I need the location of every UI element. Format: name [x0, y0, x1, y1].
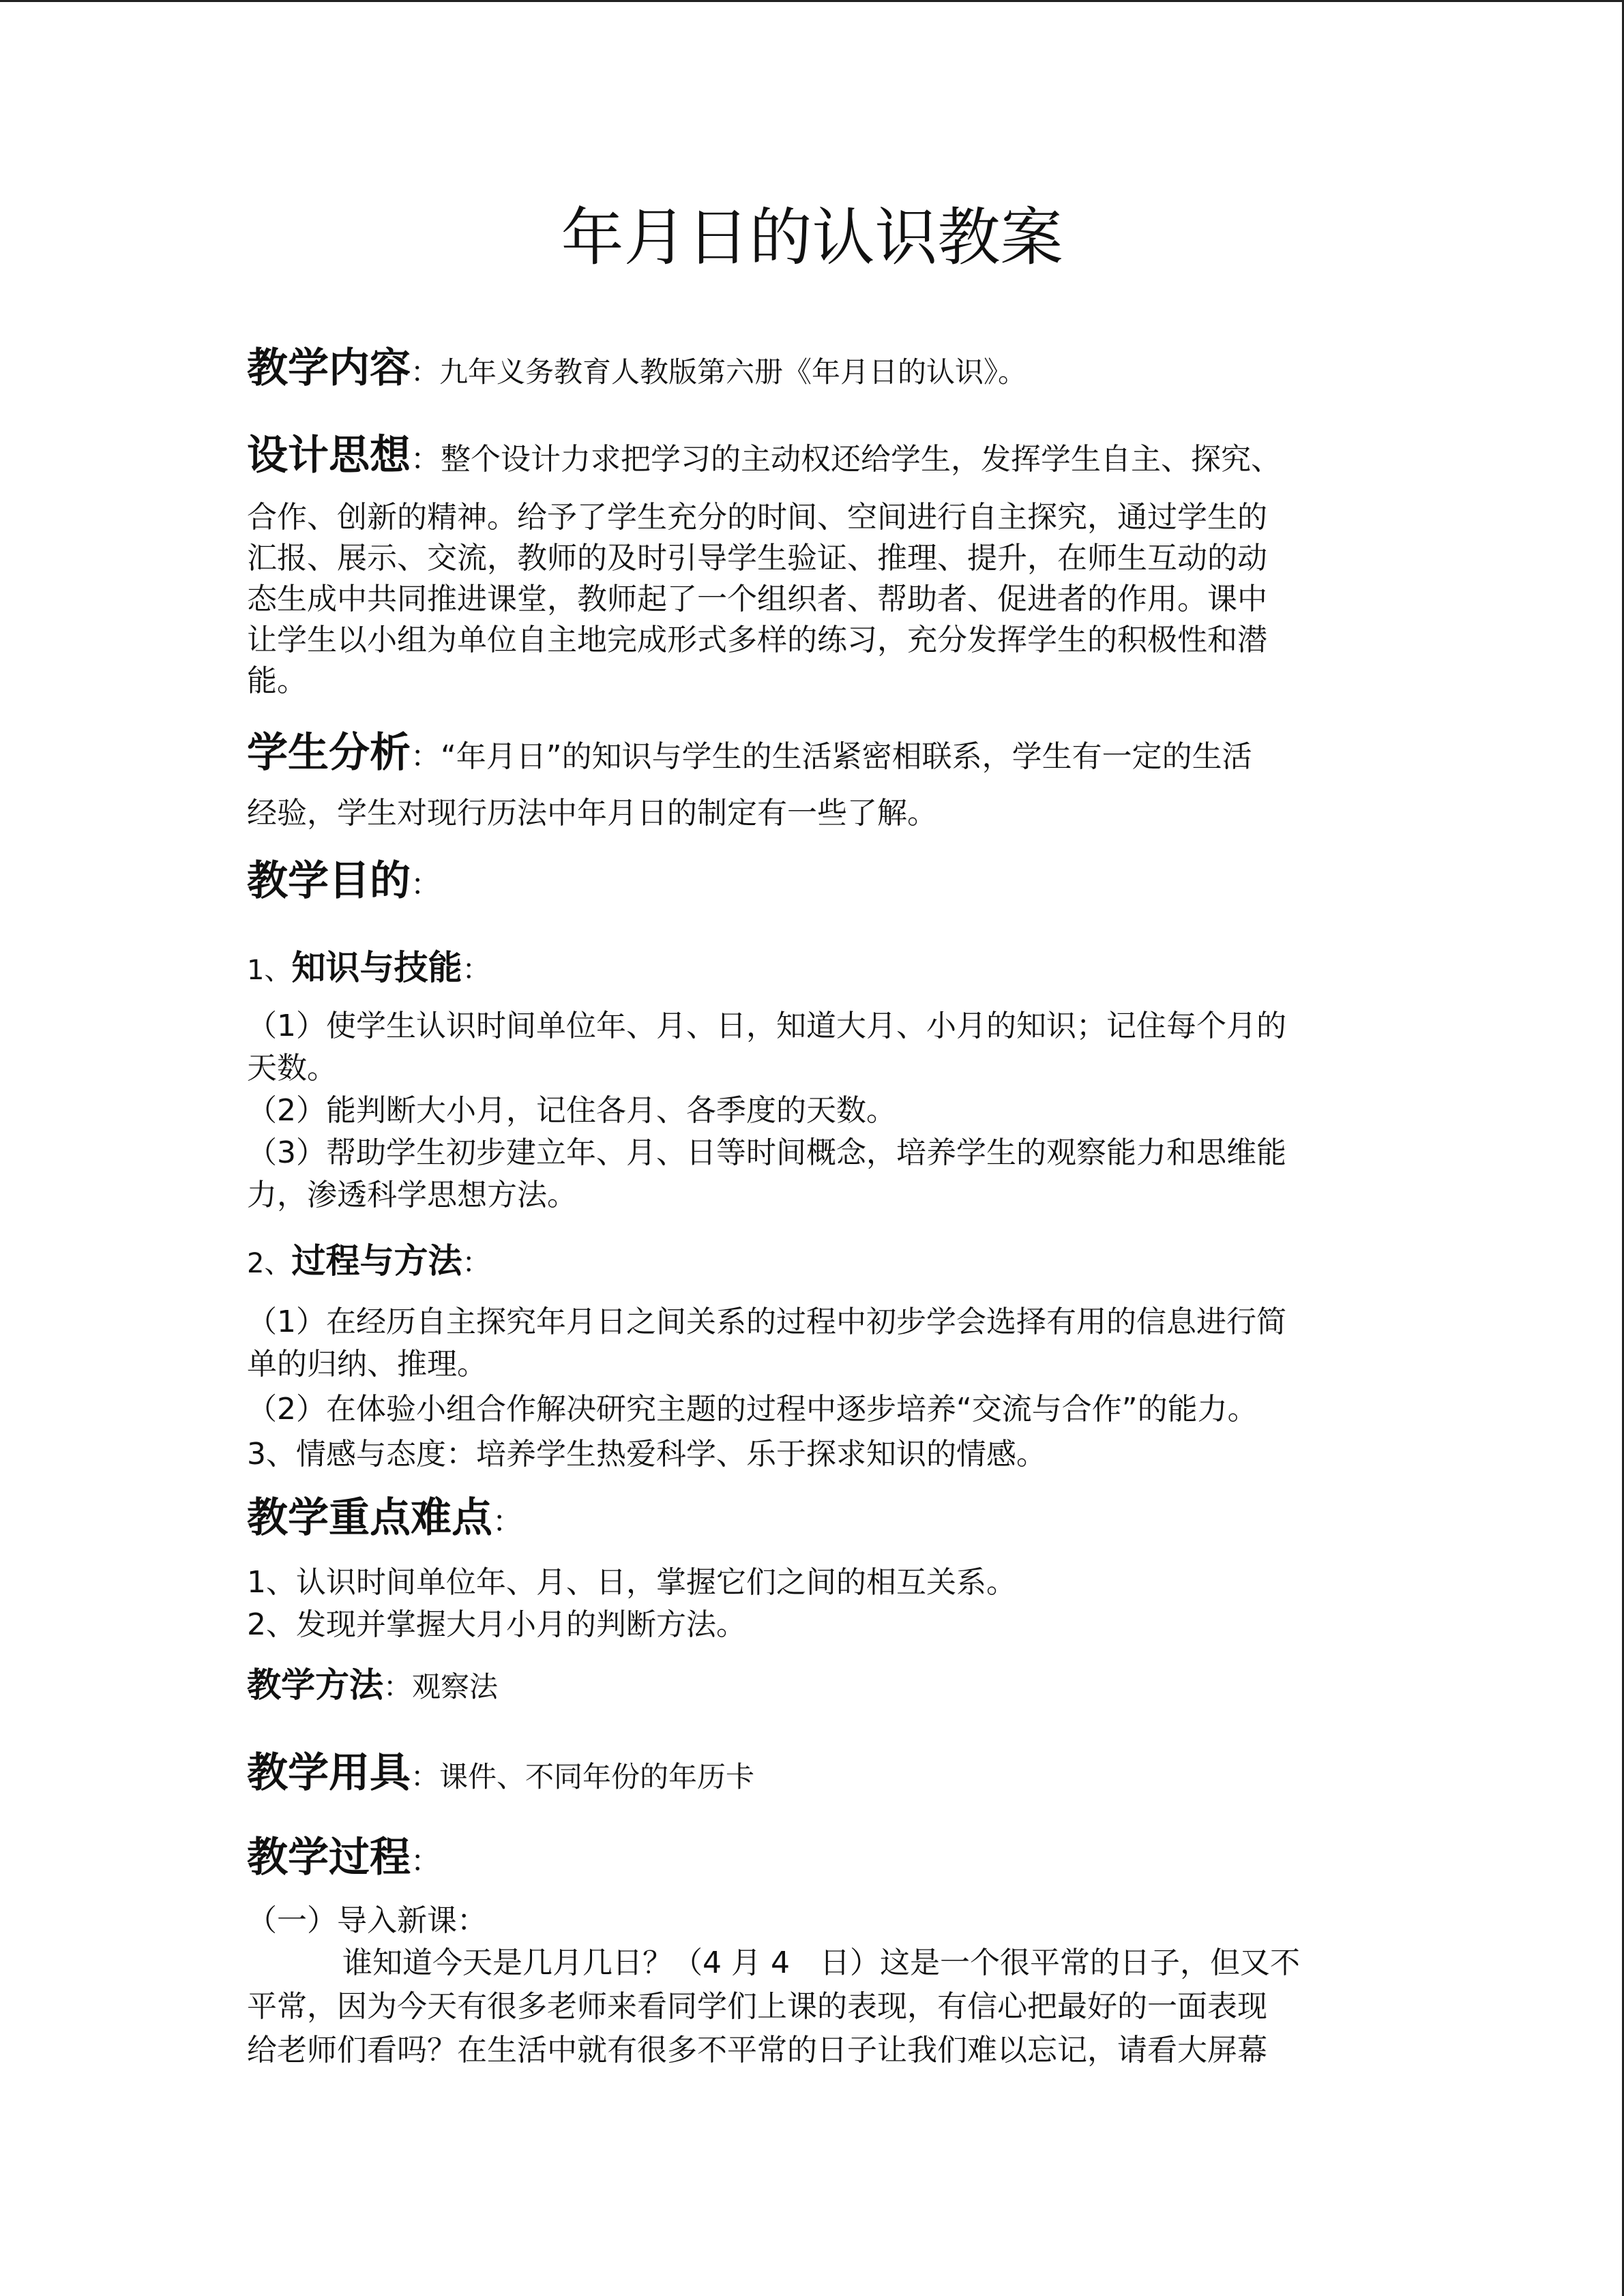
analysis-section: [247, 726, 1252, 780]
design-line-5: 让学生以小组为单位自主地完成形式多样的练习，充分发挥学生的积极性和潜: [247, 623, 1267, 657]
process-method-heading: [247, 1237, 490, 1285]
keypoint-1: 1、认识时间单位年、月、日，掌握它们之间的相互关系。: [247, 1565, 1016, 1600]
design-colon: ：: [411, 442, 441, 477]
design-line-2: 合作、创新的精神。给予了学生充分的时间、空间进行自主探究，通过学生的: [247, 500, 1267, 535]
process-section: [247, 1830, 441, 1885]
analysis-line-1: “年月日”的知识与学生的生活紧密相联系，学生有一定的生活: [441, 739, 1252, 774]
tools-text: 课件、不同年份的年历卡: [439, 1760, 755, 1793]
analysis-colon: ：: [411, 739, 441, 774]
method-label: 教学方法: [247, 1665, 383, 1705]
design-line-3: 汇报、展示、交流，教师的及时引导学生验证、推理、提升，在师生互动的动: [247, 541, 1267, 576]
process-step-1: （一）导入新课：: [247, 1903, 487, 1938]
design-line-6: 能。: [247, 664, 307, 698]
page-border-top: [0, 0, 1624, 2]
process-line-3: 给老师们看吗？在生活中就有很多不平常的日子让我们难以忘记，请看大屏幕: [247, 2033, 1267, 2068]
design-label: 设计思想: [247, 432, 411, 479]
keypoints-section: [247, 1491, 522, 1545]
process-method-label: 过程与方法: [291, 1241, 462, 1281]
method-section: [247, 1661, 498, 1709]
tools-section: [247, 1746, 754, 1800]
knowledge-label: 知识与技能: [291, 948, 462, 987]
process-colon: ：: [411, 1844, 441, 1879]
knowledge-num: 1、: [247, 955, 292, 986]
goals-colon: ：: [411, 867, 441, 902]
content-label: 教学内容: [247, 344, 411, 392]
analysis-line-2: 经验，学生对现行历法中年月日的制定有一些了解。: [247, 796, 937, 831]
analysis-label: 学生分析: [247, 729, 411, 777]
knowledge-colon: ：: [462, 953, 491, 986]
tools-label: 教学用具: [247, 1749, 411, 1797]
process-method-line-3: （2）在体验小组合作解决研究主题的过程中逐步培养“交流与合作”的能力。: [247, 1392, 1258, 1427]
process-method-line-2: 单的归纳、推理。: [247, 1347, 487, 1382]
emotion-line: 3、情感与态度：培养学生热爱科学、乐于探求知识的情感。: [247, 1437, 1046, 1472]
content-text: 九年义务教育人教版第六册《年月日的认识》。: [439, 355, 1027, 389]
content-section: [247, 341, 1027, 396]
design-section: [247, 428, 1281, 483]
tools-colon: ：: [411, 1760, 440, 1793]
goals-label: 教学目的: [247, 857, 411, 905]
knowledge-heading: [247, 944, 490, 992]
process-line-1: 谁知道今天是几月几日？（4 月 4 日）这是一个很平常的日子，但又不: [342, 1945, 1300, 1980]
knowledge-line-5: 力，渗透科学思想方法。: [247, 1178, 577, 1212]
method-colon: ：: [383, 1670, 413, 1703]
content-colon: ：: [411, 355, 440, 389]
document-title: 年月日的认识教案: [561, 201, 1063, 274]
process-method-colon: ：: [462, 1246, 491, 1279]
keypoints-colon: ：: [492, 1504, 522, 1539]
process-method-line-1: （1）在经历自主探究年月日之间关系的过程中初步学会选择有用的信息进行简: [247, 1304, 1286, 1339]
knowledge-line-3: （2）能判断大小月，记住各月、各季度的天数。: [247, 1093, 896, 1128]
goals-section: [247, 854, 441, 908]
process-label: 教学过程: [247, 1834, 411, 1881]
knowledge-line-1: （1）使学生认识时间单位年、月、日，知道大月、小月的知识；记住每个月的: [247, 1009, 1286, 1043]
process-line-2: 平常，因为今天有很多老师来看同学们上课的表现，有信心把最好的一面表现: [247, 1989, 1267, 2024]
design-line-1: 整个设计力求把学习的主动权还给学生，发挥学生自主、探究、: [441, 442, 1281, 477]
knowledge-line-2: 天数。: [247, 1051, 337, 1086]
method-text: 观察法: [412, 1670, 499, 1703]
design-line-4: 态生成中共同推进课堂，教师起了一个组织者、帮助者、促进者的作用。课中: [247, 582, 1267, 616]
process-method-num: 2、: [247, 1248, 292, 1279]
knowledge-line-4: （3）帮助学生初步建立年、月、日等时间概念，培养学生的观察能力和思维能: [247, 1135, 1286, 1170]
keypoints-label: 教学重点难点: [247, 1494, 492, 1542]
keypoint-2: 2、发现并掌握大月小月的判断方法。: [247, 1607, 746, 1642]
